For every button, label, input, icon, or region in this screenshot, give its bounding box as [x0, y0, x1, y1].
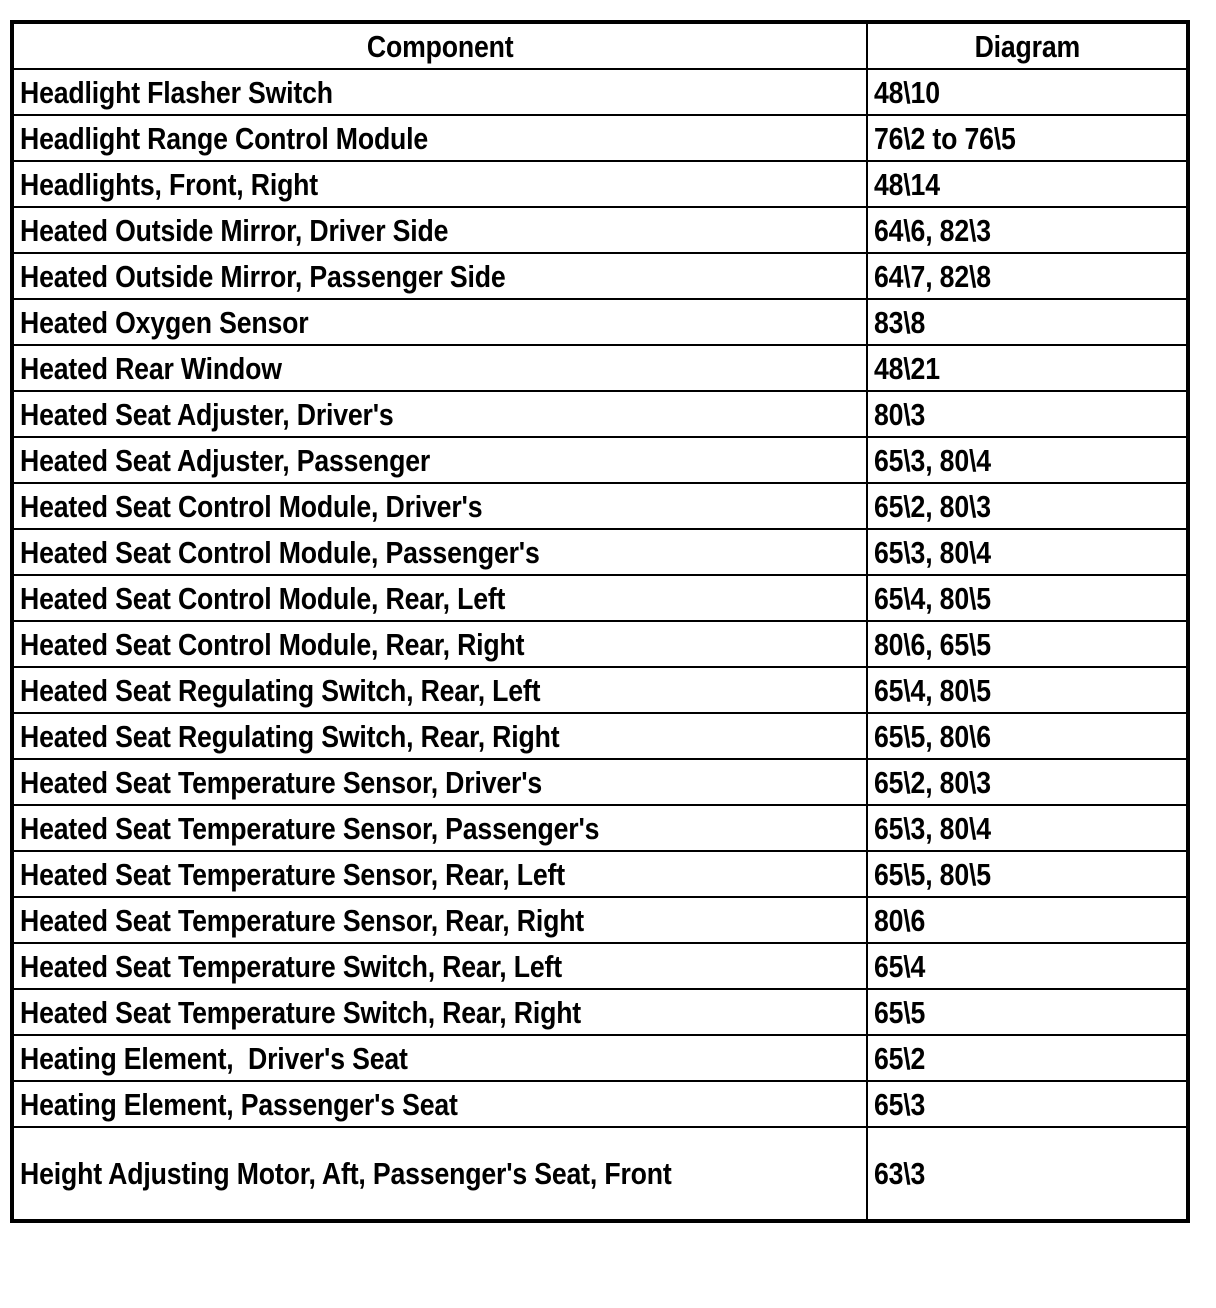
table-row: [12, 437, 1188, 483]
diagram-cell: [867, 529, 1188, 575]
diagram-cell: [867, 759, 1188, 805]
diagram-ref: 65\2, 80\3: [874, 764, 991, 800]
component-name: Heated Seat Temperature Sensor, Rear, Left: [20, 856, 565, 892]
diagram-cell: [867, 805, 1188, 851]
component-cell: [12, 437, 867, 483]
component-cell: [12, 391, 867, 437]
component-diagram-table: [10, 20, 1190, 1223]
diagram-cell: [867, 69, 1188, 115]
diagram-ref: 65\4: [874, 948, 926, 984]
component-cell: [12, 575, 867, 621]
diagram-ref: 80\6, 65\5: [874, 626, 991, 662]
component-cell: [12, 759, 867, 805]
table-row: [12, 483, 1188, 529]
component-name: Heated Seat Regulating Switch, Rear, Right: [20, 718, 560, 754]
table-row: [12, 805, 1188, 851]
diagram-ref: 64\7, 82\8: [874, 258, 991, 294]
table-row: [12, 1127, 1188, 1221]
component-cell: [12, 115, 867, 161]
component-cell: [12, 345, 867, 391]
diagram-cell: [867, 851, 1188, 897]
component-cell: [12, 621, 867, 667]
diagram-cell: [867, 437, 1188, 483]
diagram-ref: 80\3: [874, 396, 926, 432]
component-name: Heated Seat Temperature Sensor, Rear, Right: [20, 902, 585, 938]
table-row: [12, 989, 1188, 1035]
table-row: [12, 851, 1188, 897]
component-cell: [12, 851, 867, 897]
diagram-ref: 48\21: [874, 350, 940, 386]
component-name: Heated Seat Temperature Sensor, Driver's: [20, 764, 543, 800]
component-cell: [12, 897, 867, 943]
diagram-ref: 65\2, 80\3: [874, 488, 991, 524]
component-name: Heated Seat Control Module, Passenger's: [20, 534, 540, 570]
table-row: [12, 943, 1188, 989]
diagram-ref: 65\4, 80\5: [874, 672, 991, 708]
diagram-cell: [867, 575, 1188, 621]
component-cell: [12, 1127, 867, 1221]
column-header-diagram: [867, 22, 1188, 69]
component-name: Headlights, Front, Right: [20, 166, 319, 202]
diagram-ref: 64\6, 82\3: [874, 212, 991, 248]
component-name: Heated Seat Adjuster, Passenger: [20, 442, 431, 478]
component-name: Heated Rear Window: [20, 350, 282, 386]
diagram-ref: 76\2 to 76\5: [874, 120, 1016, 156]
component-cell: [12, 1081, 867, 1127]
component-cell: [12, 207, 867, 253]
component-name: Heated Seat Regulating Switch, Rear, Left: [20, 672, 541, 708]
diagram-ref: 65\5, 80\5: [874, 856, 991, 892]
column-header-diagram-label: Diagram: [974, 28, 1080, 64]
component-name: Heating Element, Passenger's Seat: [20, 1086, 458, 1122]
diagram-cell: [867, 1081, 1188, 1127]
diagram-cell: [867, 897, 1188, 943]
diagram-ref: 65\3, 80\4: [874, 534, 991, 570]
diagram-cell: [867, 299, 1188, 345]
table-row: [12, 115, 1188, 161]
component-cell: [12, 483, 867, 529]
component-cell: [12, 529, 867, 575]
table-row: [12, 1035, 1188, 1081]
diagram-cell: [867, 667, 1188, 713]
component-name: Heated Outside Mirror, Driver Side: [20, 212, 449, 248]
component-name: Heated Seat Adjuster, Driver's: [20, 396, 394, 432]
diagram-ref: 83\8: [874, 304, 926, 340]
diagram-cell: [867, 621, 1188, 667]
diagram-ref: 48\10: [874, 74, 940, 110]
table-row: [12, 667, 1188, 713]
component-cell: [12, 805, 867, 851]
component-cell: [12, 713, 867, 759]
table-row: [12, 345, 1188, 391]
diagram-ref: 65\5: [874, 994, 926, 1030]
diagram-ref: 63\3: [874, 1156, 926, 1191]
table-row: [12, 69, 1188, 115]
table-row: [12, 759, 1188, 805]
component-name: Heated Oxygen Sensor: [20, 304, 309, 340]
table-row: [12, 161, 1188, 207]
diagram-ref: 65\3: [874, 1086, 926, 1122]
component-cell: [12, 299, 867, 345]
component-name: Headlight Range Control Module: [20, 120, 429, 156]
diagram-cell: [867, 1127, 1188, 1221]
column-header-component-label: Component: [366, 28, 514, 64]
diagram-cell: [867, 943, 1188, 989]
component-cell: [12, 667, 867, 713]
diagram-ref: 65\3, 80\4: [874, 442, 991, 478]
component-name: Heated Seat Control Module, Rear, Left: [20, 580, 506, 616]
column-header-component: [12, 22, 867, 69]
component-cell: [12, 253, 867, 299]
diagram-cell: [867, 1035, 1188, 1081]
diagram-ref: 65\4, 80\5: [874, 580, 991, 616]
component-name: Height Adjusting Motor, Aft, Passenger's Seat, Front: [20, 1156, 672, 1191]
component-index-sheet: [10, 20, 1186, 1223]
table-row: [12, 253, 1188, 299]
diagram-ref: 48\14: [874, 166, 940, 202]
diagram-ref: 65\2: [874, 1040, 926, 1076]
component-cell: [12, 1035, 867, 1081]
diagram-cell: [867, 115, 1188, 161]
diagram-ref: 65\5, 80\6: [874, 718, 991, 754]
component-name: Heated Seat Temperature Sensor, Passenger's: [20, 810, 600, 846]
table-row: [12, 897, 1188, 943]
table-row: [12, 391, 1188, 437]
table-row: [12, 207, 1188, 253]
diagram-cell: [867, 253, 1188, 299]
diagram-cell: [867, 989, 1188, 1035]
component-name: Heated Seat Control Module, Driver's: [20, 488, 483, 524]
table-row: [12, 299, 1188, 345]
component-name: Heated Seat Temperature Switch, Rear, Right: [20, 994, 582, 1030]
component-name: Heated Seat Control Module, Rear, Right: [20, 626, 525, 662]
component-name: Heated Outside Mirror, Passenger Side: [20, 258, 506, 294]
component-cell: [12, 69, 867, 115]
component-cell: [12, 943, 867, 989]
component-name: Heated Seat Temperature Switch, Rear, Left: [20, 948, 562, 984]
diagram-ref: 65\3, 80\4: [874, 810, 991, 846]
diagram-cell: [867, 345, 1188, 391]
table-header-row: [12, 22, 1188, 69]
component-cell: [12, 161, 867, 207]
component-cell: [12, 989, 867, 1035]
table-row: [12, 713, 1188, 759]
table-row: [12, 621, 1188, 667]
component-name: Headlight Flasher Switch: [20, 74, 333, 110]
table-row: [12, 1081, 1188, 1127]
diagram-ref: 80\6: [874, 902, 926, 938]
diagram-cell: [867, 713, 1188, 759]
diagram-cell: [867, 483, 1188, 529]
diagram-cell: [867, 161, 1188, 207]
table-row: [12, 529, 1188, 575]
table-row: [12, 575, 1188, 621]
diagram-cell: [867, 391, 1188, 437]
diagram-cell: [867, 207, 1188, 253]
component-name: Heating Element, Driver's Seat: [20, 1040, 408, 1076]
